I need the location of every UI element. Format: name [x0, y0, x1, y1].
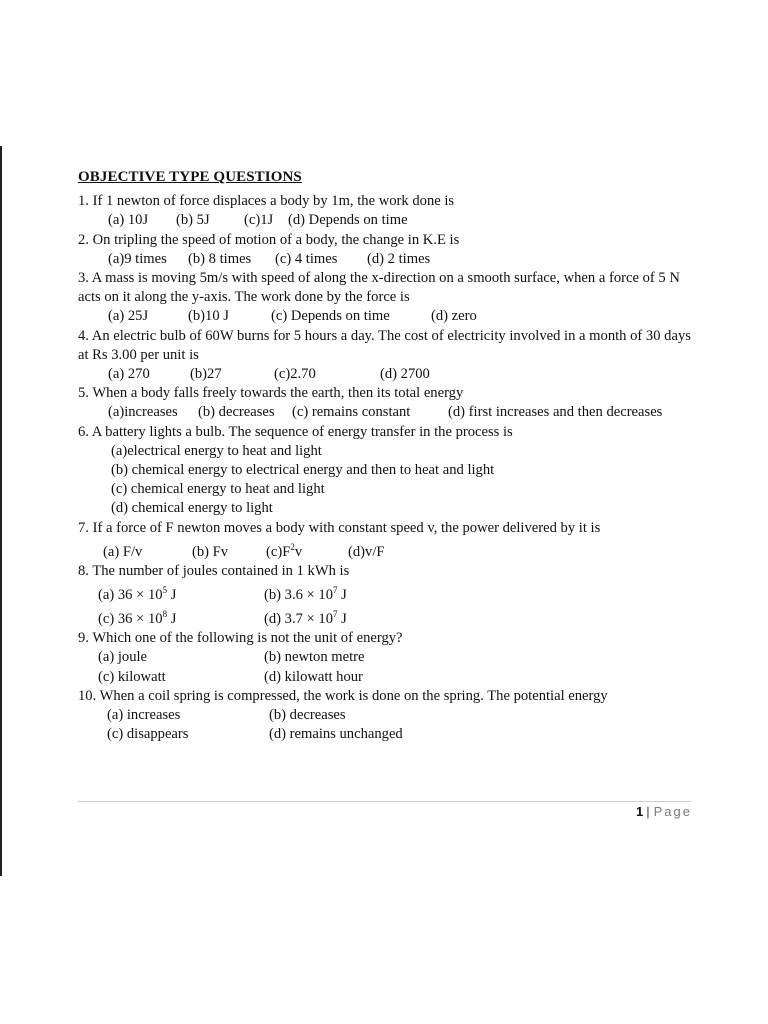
question-9: 9. Which one of the following is not the unit of energy? — [78, 630, 403, 647]
footer-separator: | — [646, 804, 650, 819]
option-d: (d) Depends on time — [288, 212, 408, 229]
option-b: (b) $3.6 \times 10^7$ J — [264, 585, 347, 603]
option-a: (a) $36 \times 10^5$ J — [98, 585, 177, 603]
question-3: 3. A mass is moving 5m/s with speed of along the x-direction on a smooth surface, when a force of 5 N acts on it along the y-axis. The work done by the force is — [78, 270, 680, 306]
question-5-options — [78, 403, 698, 422]
option-d: (d) kilowatt hour — [264, 668, 363, 685]
option-b: (b) decreases — [198, 404, 275, 421]
question-4-options — [78, 365, 698, 384]
question-7-options — [78, 538, 698, 562]
option-d: (d)v/F — [348, 543, 385, 560]
question-4: 4. An electric bulb of 60W burns for 5 hours a day. The cost of electricity involved in a month of 30 days at Rs 3.00 per unit is — [78, 327, 691, 363]
option-c: (c)2.70 — [274, 366, 316, 383]
question-5: 5. When a body falls freely towards the earth, then its total energy — [78, 385, 464, 402]
option-d: (d) 2 times — [367, 250, 431, 267]
option-a: (a)increases — [108, 404, 178, 421]
option-b: (b) Fv — [192, 543, 229, 560]
option-c: $(c)F^2v$ — [266, 541, 303, 560]
question-9-options — [78, 648, 698, 686]
question-7: 7. If a force of F newton moves a body with constant speed v, the power delivered by it is — [78, 519, 601, 536]
question-1: 1. If 1 newton of force displaces a body by 1m, the work done is — [78, 193, 455, 210]
option-b: (b)27 — [190, 366, 222, 383]
option-c: (c) disappears — [107, 726, 189, 743]
question-1-options — [78, 211, 698, 230]
option-c: (c) $36 \times 10^8$ J — [98, 609, 177, 628]
question-2: 2. On tripling the speed of motion of a body, the change in K.E is — [78, 231, 460, 248]
option-a: (a) joule — [98, 649, 148, 666]
question-sheet — [78, 168, 698, 744]
question-10-options — [78, 706, 698, 744]
page-number: 1 — [636, 804, 644, 819]
option-d: (d) $3.7 \times 10^7$ J — [264, 609, 347, 628]
question-6: 6. A battery lights a bulb. The sequence of energy transfer in the process is — [78, 423, 513, 440]
question-10: 10. When a coil spring is compressed, the work is done on the spring. The potential energy — [78, 687, 608, 704]
question-8-options — [78, 581, 698, 629]
question-2-options — [78, 250, 698, 269]
option-d: (d) zero — [431, 308, 477, 325]
option-b: (b)10 J — [188, 308, 229, 325]
question-6-options — [78, 442, 698, 519]
option-b: (b) decreases — [269, 707, 346, 724]
option-d: (d) remains unchanged — [269, 726, 403, 743]
page-label: Page — [653, 804, 692, 819]
option-d: (d) chemical energy to light — [111, 500, 273, 517]
footer-divider — [78, 801, 691, 802]
option-a: (a) 10J — [108, 212, 149, 229]
option-c: (c) remains constant — [292, 404, 411, 421]
option-a: (a)9 times — [108, 250, 167, 267]
page-title: OBJECTIVE TYPE QUESTIONS — [78, 169, 302, 185]
option-b: (b) 8 times — [188, 250, 252, 267]
option-a: (a)electrical energy to heat and light — [111, 442, 322, 459]
option-c: (c) Depends on time — [271, 308, 390, 325]
option-a: (a) 25J — [108, 308, 149, 325]
option-b: (b) chemical energy to electrical energy and then to heat and light — [111, 462, 495, 479]
page-footer — [636, 804, 692, 819]
option-b: (b) 5J — [176, 212, 210, 229]
option-a: (a) F/v — [103, 543, 143, 560]
option-a: (a) 270 — [108, 366, 150, 383]
option-c: (c) chemical energy to heat and light — [111, 481, 325, 498]
option-d: (d) 2700 — [380, 366, 430, 383]
option-b: (b) newton metre — [264, 649, 365, 666]
option-c: (c)1J — [244, 212, 274, 229]
left-margin-rule — [0, 146, 2, 876]
question-8: 8. The number of joules contained in 1 kWh is — [78, 562, 350, 579]
option-a: (a) increases — [107, 707, 181, 724]
option-c: (c) kilowatt — [98, 668, 166, 685]
option-d: (d) first increases and then decreases — [448, 404, 663, 421]
option-c: (c) 4 times — [275, 250, 338, 267]
question-3-options — [78, 307, 698, 326]
